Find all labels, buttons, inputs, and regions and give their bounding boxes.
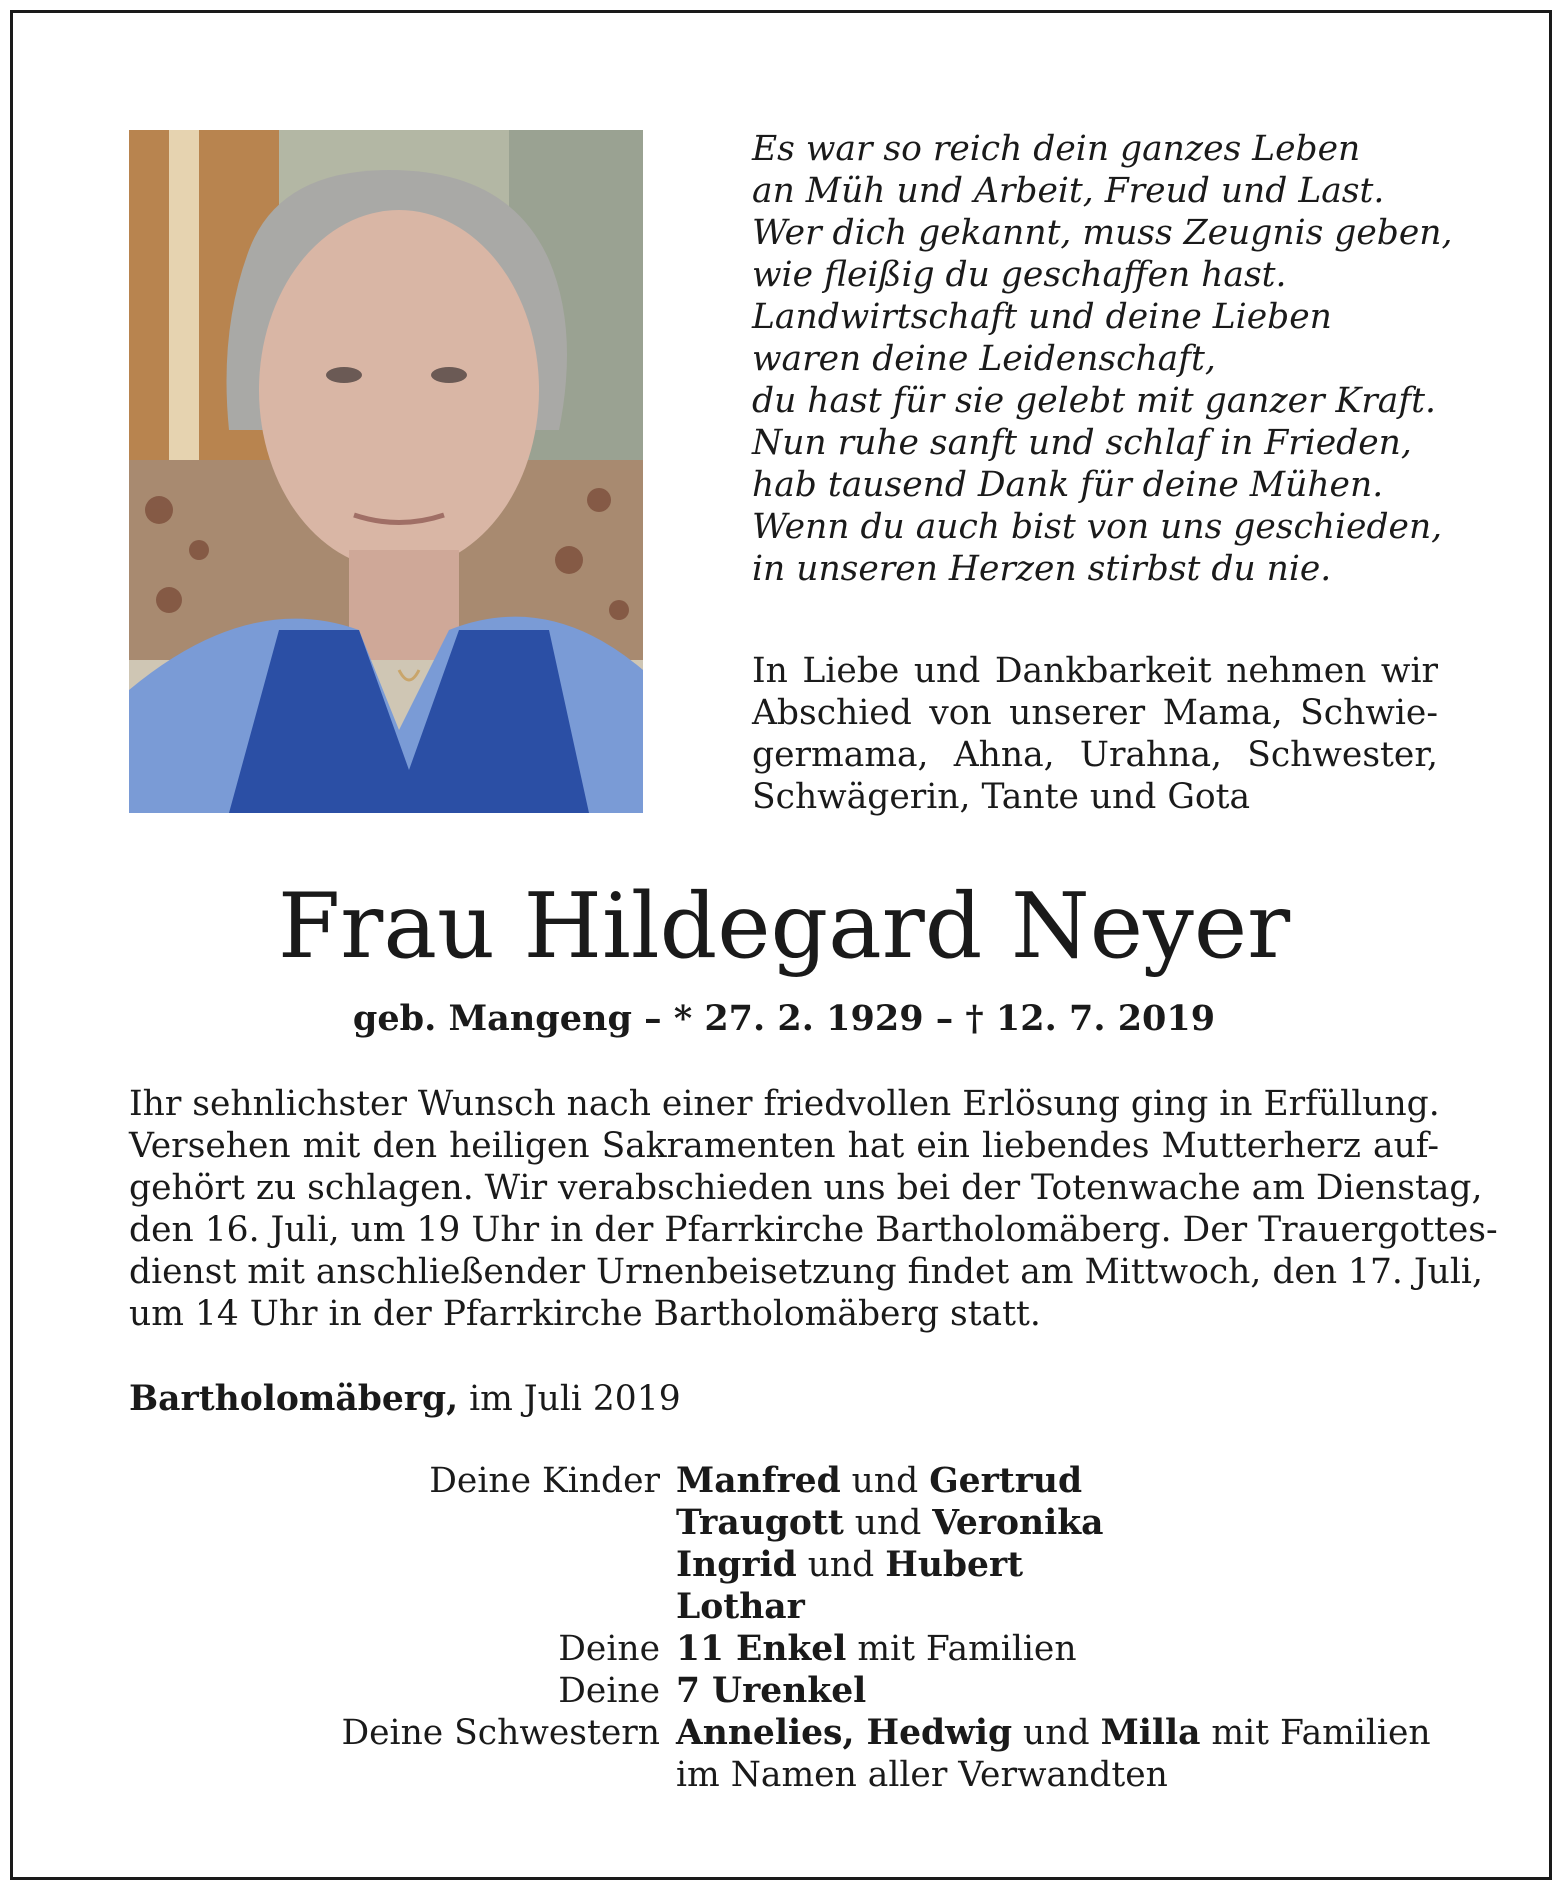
portrait-photo: [129, 130, 643, 813]
mourner-label: Deine: [558, 1629, 660, 1669]
mourner-name: 7 Urenkel: [676, 1671, 867, 1711]
mourner-row: [0, 1460, 1568, 1502]
mourner-label: Deine Kinder: [429, 1461, 660, 1501]
mourner-connector: und: [843, 1503, 933, 1543]
notice-line: dienst mit anschließender Urnenbeisetzung findet am Mittwoch, den 17. Juli,: [129, 1252, 1483, 1292]
poem-line: Wenn du auch bist von uns geschieden,: [752, 507, 1443, 547]
intro-text: [752, 650, 1438, 818]
notice-line: Ihr sehnlichster Wunsch nach einer friedvollen Erlösung ging in Erfüllung.: [129, 1084, 1440, 1124]
mourner-row: [0, 1754, 1568, 1796]
intro-line: Schwägerin, Tante und Gota: [752, 777, 1251, 817]
place-and-date: [129, 1378, 681, 1420]
mourner-connector: und: [1012, 1713, 1101, 1753]
mourner-row: [0, 1586, 1568, 1628]
place-town: Bartholomäberg,: [129, 1379, 459, 1419]
mourner-connector: mit Familien: [846, 1629, 1077, 1669]
mourner-name: Milla: [1100, 1713, 1201, 1753]
mourner-name: Traugott: [676, 1503, 844, 1543]
mourner-names: [676, 1502, 1103, 1544]
intro-line: Abschied von unserer Mama, Schwie-: [752, 693, 1438, 733]
poem-line: hab tausend Dank für deine Mühen.: [752, 465, 1384, 505]
mourner-row: [0, 1712, 1568, 1754]
mourner-name: Ingrid: [676, 1545, 797, 1585]
notice-line: den 16. Juli, um 19 Uhr in der Pfarrkirche Bartholomäberg. Der Trauergottes-: [129, 1210, 1498, 1250]
birth-death-dates: geb. Mangeng – * 27. 2. 1929 – † 12. 7. 2019: [352, 998, 1216, 1039]
poem-line: Nun ruhe sanft und schlaf in Frieden,: [752, 423, 1412, 463]
deceased-name: Frau Hildegard Neyer: [277, 874, 1291, 979]
mourner-connector: und: [796, 1545, 886, 1585]
place-date: im Juli 2019: [469, 1379, 681, 1419]
poem-line: wie fleißig du geschaffen hast.: [752, 255, 1287, 295]
poem-line: Es war so reich dein ganzes Leben: [752, 129, 1361, 169]
mourner-connector: im Namen aller Verwandten: [676, 1755, 1168, 1795]
mourner-connector: mit Familien: [1200, 1713, 1431, 1753]
poem-line: in unseren Herzen stirbst du nie.: [752, 549, 1332, 589]
intro-line: germama, Ahna, Urahna, Schwester,: [752, 735, 1438, 775]
mourner-name: Veronika: [932, 1503, 1104, 1543]
funeral-notice-text: [129, 1083, 1498, 1335]
notice-line: gehört zu schlagen. Wir verabschieden uns bei der Totenwache am Dienstag,: [129, 1168, 1483, 1208]
mourner-names: [676, 1628, 1077, 1670]
mourner-name: Annelies, Hedwig: [676, 1713, 1013, 1753]
intro-line: In Liebe und Dankbarkeit nehmen wir: [752, 651, 1438, 691]
mourner-name: Gertrud: [929, 1461, 1083, 1501]
mourners-list: [0, 1460, 1568, 1796]
mourner-row: [0, 1544, 1568, 1586]
mourner-names: [676, 1586, 805, 1628]
notice-line: Versehen mit den heiligen Sakramenten hat ein liebendes Mutterherz auf-: [129, 1126, 1439, 1166]
poem-line: an Müh und Arbeit, Freud und Last.: [752, 171, 1385, 211]
mourner-name: Hubert: [885, 1545, 1024, 1585]
mourner-row: [0, 1502, 1568, 1544]
mourner-names: [676, 1460, 1082, 1502]
mourner-row: [0, 1628, 1568, 1670]
poem-line: waren deine Leidenschaft,: [752, 339, 1216, 379]
mourner-names: [676, 1670, 866, 1712]
poem: [752, 128, 1512, 590]
mourner-name: Manfred: [676, 1461, 841, 1501]
poem-line: Landwirtschaft und deine Lieben: [752, 297, 1332, 337]
mourner-name: Lothar: [676, 1587, 805, 1627]
mourner-connector: und: [840, 1461, 930, 1501]
mourner-row: [0, 1670, 1568, 1712]
mourner-label: Deine: [558, 1671, 660, 1711]
poem-line: du hast für sie gelebt mit ganzer Kraft.: [752, 381, 1436, 421]
mourner-names: [676, 1754, 1168, 1796]
mourner-name: 11 Enkel: [676, 1629, 847, 1669]
notice-line: um 14 Uhr in der Pfarrkirche Bartholomäberg statt.: [129, 1294, 1041, 1334]
mourner-label: Deine Schwestern: [341, 1713, 660, 1753]
mourner-names: [676, 1712, 1431, 1754]
poem-line: Wer dich gekannt, muss Zeugnis geben,: [752, 213, 1453, 253]
mourner-names: [676, 1544, 1023, 1586]
